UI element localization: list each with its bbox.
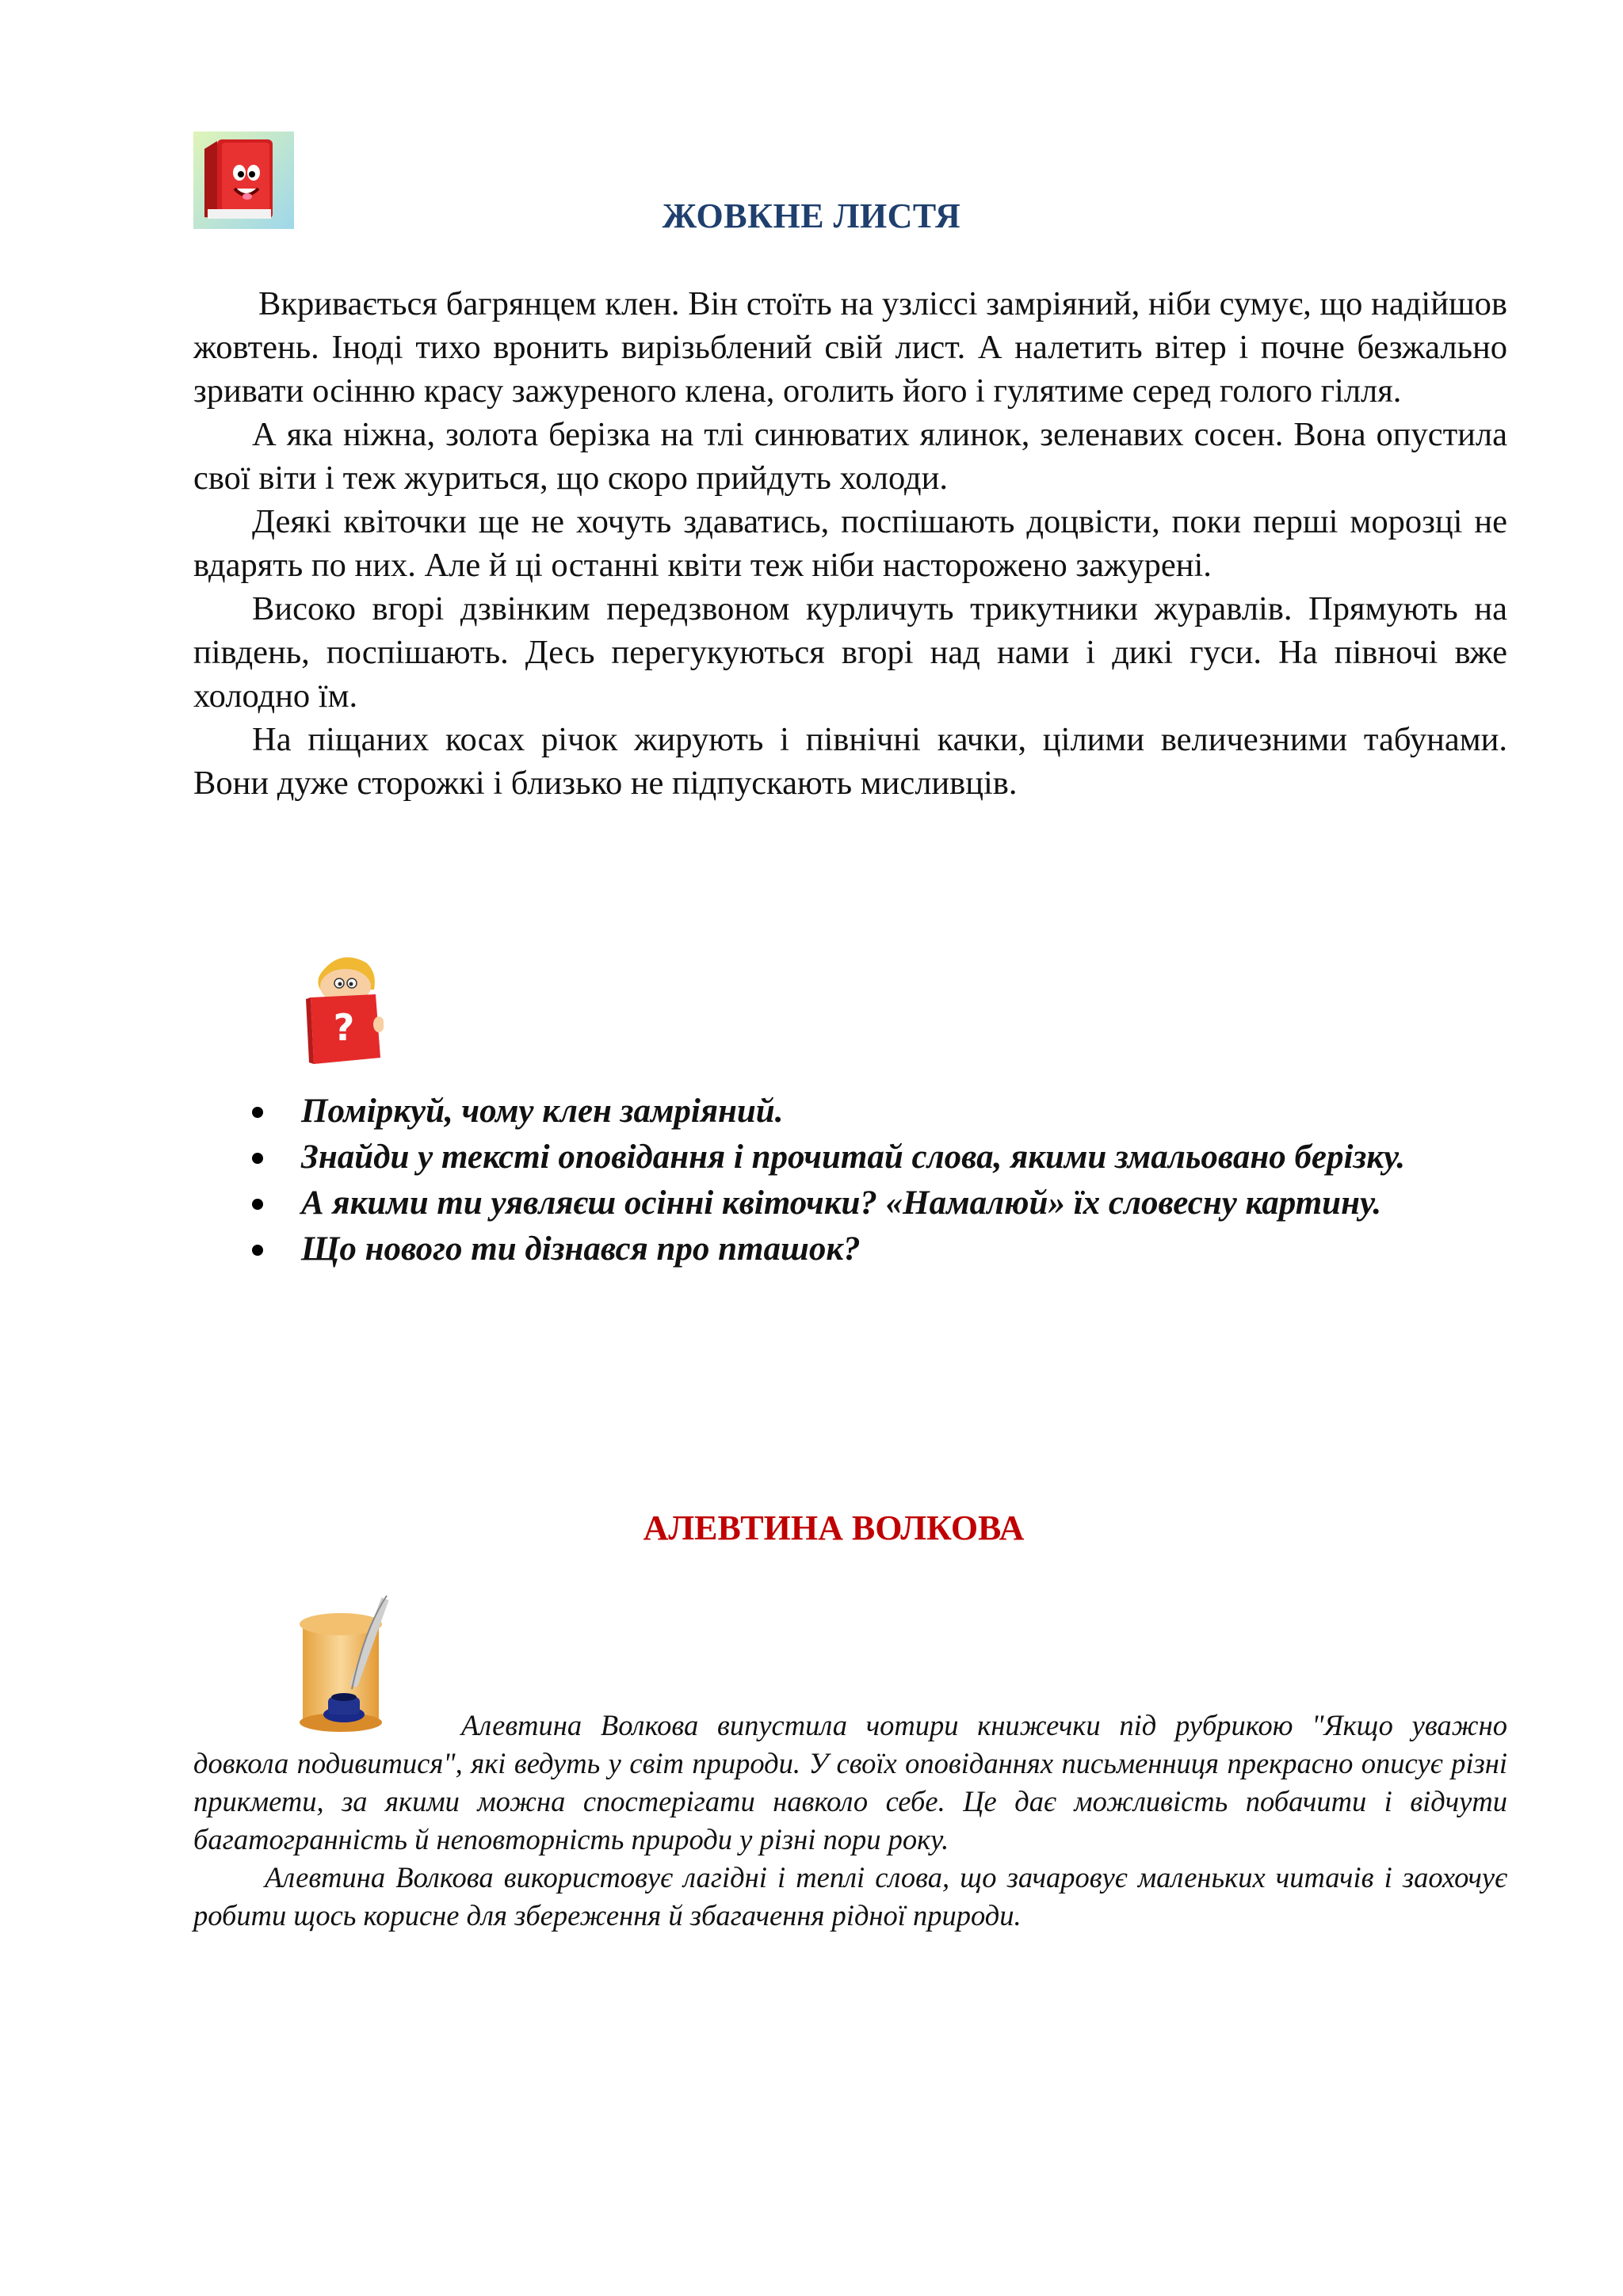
author-paragraph: Алевтина Волкова випустила чотири книжечки під рубрикою "Якщо уважно довкола подивитися", які ведуть у світ природи. У своїх оповіданнях письменниця прекрасно описує різні прикмети, за якими можна спостерігати навколо себе. Це дає можливість побачити і відчути багатогранність й неповторність природи у різні пори року. (193, 1709, 1507, 1855)
story-paragraph: На піщаних косах річок жирують і північні качки, цілими величезними табунами. Вони дуже сторожкі і близько не підпускають мисливців. (193, 721, 1507, 802)
story-paragraph: А яка ніжна, золота берізка на тлі синюватих ялинок, зеленавих сосен. Вона опустила свої віти і теж журиться, що скоро прийдуть холоди. (193, 416, 1507, 497)
story-paragraph: Деякі квіточки ще не хочуть здаватись, поспішають доцвісти, поки перші морозці не вдарять по них. Але й ці останні квіти теж ніби насторожено зажурені. (193, 503, 1507, 584)
kid-reading-question-icon (304, 948, 384, 1067)
question-item (246, 1180, 1506, 1226)
story-text (193, 282, 1507, 805)
question-item (246, 1135, 1506, 1180)
story-paragraph: Високо вгорі дзвінким передзвоном курличуть трикутники журавлів. Прямують на південь, поспішають. Десь перегукуються вгорі над нами і дикі гуси. На півночі вже холодно їм. (193, 590, 1507, 715)
author-paragraph: Алевтина Волкова використовує лагідні і теплі слова, що зачаровує маленьких читачів і заохочує робити щось корисне для збереження й збагачення рідної природи. (193, 1861, 1507, 1932)
bullet-icon (252, 1107, 263, 1118)
question-text: Що нового ти дізнався про пташок? (301, 1230, 861, 1268)
question-item (246, 1089, 1506, 1135)
story-paragraph: Вкривається багрянцем клен. Він стоїть на узліссі замріяний, ніби сумує, що надійшов жовтень. Іноді тихо вронить вирізьблений свій лист. А налетить вітер і почне безжально зривати осінню красу зажуреного клена, оголить його і гулятиме серед голого гілля. (193, 285, 1507, 410)
question-text: Поміркуй, чому клен замріяний. (301, 1093, 784, 1130)
bullet-icon (252, 1199, 263, 1210)
question-item (246, 1226, 1506, 1272)
bullet-icon (252, 1153, 263, 1164)
question-list (246, 1089, 1506, 1272)
story-title: ЖОВКНЕ ЛИСТЯ (662, 196, 961, 235)
question-text: А якими ти уявляєш осінні квіточки? «Намалюй» їх словесну картину. (301, 1184, 1382, 1222)
svg-text:?: ? (333, 1006, 355, 1049)
author-title: АЛЕВТИНА ВОЛКОВА (643, 1508, 1025, 1547)
bullet-icon (252, 1245, 263, 1256)
question-text: Знайди у тексті оповідання і прочитай слова, якими змальовано берізку. (301, 1138, 1406, 1176)
author-description (193, 1707, 1507, 1935)
